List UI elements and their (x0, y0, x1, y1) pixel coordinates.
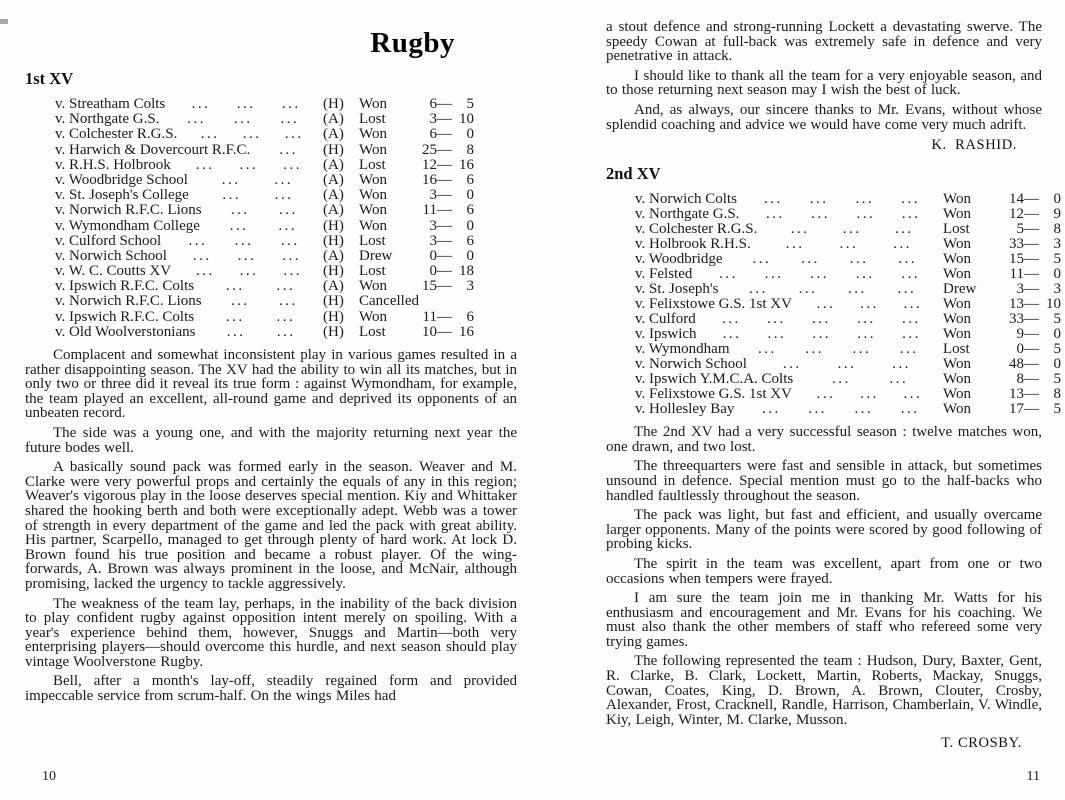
table-row (606, 236, 1061, 253)
score-against-cell: 6 (466, 308, 474, 325)
result-cell: Won (943, 356, 971, 373)
dot-leader: ... ... ... (191, 97, 301, 112)
table-row (606, 191, 1061, 208)
paragraph: The spirit in the team was excellent, apart from one or two occasions when tempers were frayed. (606, 555, 1042, 587)
table-row (606, 386, 1061, 403)
dot-leader: ... ... (225, 279, 296, 295)
score-for-cell: 3 (429, 217, 437, 234)
result-cell: Won (359, 308, 387, 325)
score-dash: — (1024, 341, 1039, 358)
results-table-2nd-xv (606, 191, 1061, 418)
dot-leader: ... ... (226, 324, 296, 340)
dot-leader: ... ... ... (196, 264, 303, 280)
opponent-cell: v. Holbrook R.H.S. (635, 236, 751, 253)
score-against-cell: 8 (1053, 221, 1061, 238)
paragraph: The weakness of the team lay, perhaps, in the inability of the back division to play confident rugby against opposition intent merely on spoiling. With a year's experience behind them, however, Snuggs and Martin—both very enterprising players—should overcome this hurdle, and next season should play vintage Woolverstone Rugby. (25, 595, 517, 670)
score-for-cell: 16 (422, 171, 437, 188)
paragraph: Complacent and somewhat inconsistent play in various games resulted in a rather disappointing season. The XV had the ability to win all its matches, but in only two or three did it reveal its true form : against Wymondham, for example, the team played an excellent, all-round game and deprived its opponents of an unbeaten record. (25, 347, 517, 422)
score-dash: — (1024, 266, 1039, 283)
result-cell: Won (943, 236, 971, 253)
venue-cell: (H) (323, 217, 344, 234)
opponent-cell: v. Culford (635, 311, 696, 328)
dot-leader: ... ... (230, 203, 298, 219)
opponent-cell: v. Woodbridge (635, 251, 723, 268)
paragraph: The 2nd XV had a very successful season : twelve matches won, one drawn, and two lost. (606, 424, 1042, 455)
score-for-cell: 15 (1009, 251, 1024, 268)
score-dash: — (437, 217, 452, 234)
table-row (25, 310, 517, 325)
table-row (25, 127, 517, 142)
score-against-cell: 3 (1053, 281, 1061, 298)
venue-cell: (A) (323, 278, 344, 295)
body-text-right-top (606, 20, 1042, 132)
score-dash: — (437, 111, 452, 128)
score-for-cell: 13 (1009, 386, 1024, 403)
score-for-cell: 6 (429, 96, 437, 112)
table-row (606, 311, 1061, 328)
score-dash: — (1024, 236, 1039, 253)
opponent-cell: v. Ipswich (635, 326, 697, 343)
dot-leader: ... ... ... (782, 357, 912, 373)
score-dash: — (1024, 386, 1039, 403)
result-cell: Won (943, 386, 971, 403)
result-cell: Won (943, 401, 971, 418)
result-cell: Won (943, 371, 971, 388)
venue-cell: (A) (323, 171, 344, 188)
paragraph: The side was a young one, and with the majority returning next year the future bodes well. (25, 424, 517, 456)
opponent-cell: v. Harwich & Dovercourt R.F.C. (55, 141, 251, 158)
opponent-cell: v. W. C. Coutts XV (55, 263, 172, 280)
table-row (25, 219, 517, 234)
venue-cell: (A) (323, 126, 344, 143)
signature-rashid: K. RASHID. (931, 137, 1017, 154)
table-row (25, 143, 517, 158)
score-against-cell: 0 (1053, 191, 1061, 208)
score-against-cell: 3 (466, 278, 474, 295)
dot-leader: ... ... ... ... ... (721, 312, 921, 328)
score-against-cell: 3 (1053, 236, 1061, 253)
opponent-cell: v. Ipswich Y.M.C.A. Colts (635, 371, 794, 388)
score-dash: — (437, 96, 452, 112)
page-title: Rugby (370, 27, 455, 59)
results-table-1st-xv (25, 97, 517, 340)
score-dash: — (1024, 281, 1039, 298)
score-for-cell: 0 (1016, 341, 1024, 358)
score-dash: — (437, 202, 452, 219)
result-cell: Lost (943, 341, 970, 358)
score-for-cell: 0 (429, 263, 437, 280)
score-dash: — (437, 308, 452, 325)
paragraph: a stout defence and strong-running Lockett a devastating swerve. The speedy Cowan at full-back was extremely safe in defence and very penetrative in attack. (606, 19, 1042, 65)
dot-leader: ... ... (221, 172, 294, 188)
section-heading-1st-xv: 1st XV (25, 69, 74, 88)
table-row (606, 371, 1061, 388)
score-for-cell: 11 (1009, 266, 1024, 283)
table-row (606, 296, 1061, 313)
table-row (606, 326, 1061, 343)
opponent-cell: v. Woodbridge School (55, 171, 188, 188)
venue-cell: (H) (323, 232, 344, 249)
result-cell: Won (359, 217, 387, 234)
venue-cell: (H) (323, 263, 344, 280)
page-number-right: 11 (1026, 769, 1040, 784)
result-cell: Won (943, 206, 971, 223)
opponent-cell: v. Streatham Colts (55, 96, 166, 112)
opponent-cell: v. Old Woolverstonians (55, 323, 196, 340)
table-row (25, 264, 517, 279)
opponent-cell: v. Hollesley Bay (635, 401, 735, 418)
score-for-cell: 48 (1009, 356, 1024, 373)
result-cell: Won (359, 126, 387, 143)
score-for-cell: 3 (429, 232, 437, 249)
score-against-cell: 16 (459, 323, 474, 340)
venue-cell: (A) (323, 202, 344, 219)
result-cell: Lost (359, 111, 386, 128)
dot-leader: ... ... (831, 372, 909, 388)
result-cell: Won (943, 266, 971, 283)
dot-leader: ... ... ... ... (761, 402, 920, 418)
score-for-cell: 8 (1016, 371, 1024, 388)
score-dash: — (437, 263, 452, 280)
dot-leader: ... ... ... (816, 297, 923, 313)
score-dash: — (1024, 356, 1039, 373)
opponent-cell: v. Colchester R.G.S. (55, 126, 178, 143)
dot-leader: ... ... ... ... (752, 252, 918, 268)
score-dash: — (437, 187, 452, 204)
dot-leader: ... ... ... (187, 112, 300, 128)
score-against-cell: 5 (1053, 311, 1061, 328)
score-dash: — (1024, 251, 1039, 268)
dot-leader: ... ... ... ... (763, 192, 920, 208)
opponent-cell: v. Colchester R.G.S. (635, 221, 758, 238)
result-cell: Won (359, 96, 387, 112)
score-for-cell: 3 (429, 187, 437, 204)
score-against-cell: 0 (466, 217, 474, 234)
dot-leader: ... ... ... ... (758, 342, 919, 358)
dot-leader: ... ... ... (785, 237, 912, 253)
score-for-cell: 12 (422, 156, 437, 173)
opponent-cell: v. Felsted (635, 266, 693, 283)
result-cell: Won (359, 278, 387, 295)
paragraph: A basically sound pack was formed early in the season. Weaver and M. Clarke were very powerful props and certainly the equals of any in this region; Weaver's vigorous play in the loose deserves special mention. Kiy and Whittaker shared the hooking berth and both were exceptionally adept. Webb was a tower of strength in every department of the game and led the pack with great ability. His partner, Scarpello, managed to get through plenty of hard work. At lock D. Brown found his true position and became a robust player. Of the wing-forwards, A. Brown was always prominent in the loose, and McNair, although promising, lacked the urgency to tackle aggressively. (25, 459, 517, 592)
score-against-cell: 0 (466, 126, 474, 143)
result-cell: Won (359, 187, 387, 204)
score-dash: — (437, 247, 452, 264)
score-dash: — (437, 323, 452, 340)
score-against-cell: 5 (1053, 401, 1061, 418)
score-for-cell: 25 (422, 141, 437, 158)
dot-leader: ... ... ... (188, 233, 300, 249)
dot-leader: ... ... ... ... ... (719, 267, 921, 283)
score-against-cell: 6 (466, 171, 474, 188)
table-row (25, 158, 517, 173)
opponent-cell: v. R.H.S. Holbrook (55, 156, 171, 173)
opponent-cell: v. Norwich R.F.C. Lions (55, 293, 202, 310)
score-against-cell: 0 (466, 187, 474, 204)
table-row (606, 221, 1061, 238)
score-dash: — (1024, 401, 1039, 418)
opponent-cell: v. Ipswich R.F.C. Colts (55, 308, 195, 325)
result-cell: Lost (359, 232, 386, 249)
result-cell: Won (943, 191, 971, 208)
venue-cell: (H) (323, 96, 344, 112)
result-cell: Lost (359, 263, 386, 280)
dot-leader: ... ... ... (790, 222, 914, 238)
score-dash: — (1024, 296, 1039, 313)
score-against-cell: 0 (466, 247, 474, 264)
score-dash: — (437, 141, 452, 158)
score-for-cell: 13 (1009, 296, 1024, 313)
score-against-cell: 6 (466, 202, 474, 219)
venue-cell: (H) (323, 141, 344, 158)
dot-leader: ... ... (229, 218, 298, 234)
result-cell: Won (943, 326, 971, 343)
table-row (25, 249, 517, 264)
opponent-cell: v. Norwich R.F.C. Lions (55, 202, 202, 219)
paragraph: The pack was light, but fast and efficient, and usually overcame larger opponents. Many of the points were scored by good following of probing kicks. (606, 507, 1042, 553)
table-row (606, 266, 1061, 283)
opponent-cell: v. Felixstowe G.S. 1st XV (635, 296, 792, 313)
result-cell: Cancelled (359, 293, 419, 310)
opponent-cell: v. St. Joseph's College (55, 187, 189, 204)
score-against-cell: 8 (1053, 386, 1061, 403)
table-row (606, 401, 1061, 418)
score-for-cell: 17 (1009, 401, 1024, 418)
paragraph: Bell, after a month's lay-off, steadily regained form and provided impeccable service from scrum-half. On the wings Miles had (25, 673, 517, 705)
score-against-cell: 5 (1053, 341, 1061, 358)
opponent-cell: v. Norwich School (635, 356, 747, 373)
venue-cell: (A) (323, 187, 344, 204)
result-cell: Won (943, 296, 971, 313)
paragraph: I should like to thank all the team for a very enjoyable season, and to those returning next season may I wish the best of luck. (606, 67, 1042, 99)
paragraph: The following represented the team : Hudson, Dury, Baxter, Gent, R. Clarke, B. Clark, Lockett, Martin, Roberts, Mackay, Snuggs, Cowan, Coates, King, D. Brown, A. Brown, Clouter, Crosby, Alexander, Frost, Cracknell, Randle, Harrison, Chamberlain, V. Windle, Kiy, Leigh, Winter, M. Clarke, Musson. (606, 653, 1042, 728)
result-cell: Lost (359, 156, 386, 173)
score-for-cell: 33 (1009, 311, 1024, 328)
body-text-right-bottom (606, 425, 1042, 727)
score-for-cell: 15 (422, 278, 437, 295)
venue-cell: (H) (323, 308, 344, 325)
score-dash: — (437, 278, 452, 295)
dot-leader: ... (279, 142, 299, 158)
body-text-left (25, 348, 517, 704)
score-for-cell: 5 (1016, 221, 1024, 238)
table-row (25, 112, 517, 127)
score-against-cell: 9 (1053, 206, 1061, 223)
table-row (25, 203, 517, 218)
page-left (0, 0, 530, 800)
score-dash: — (1024, 371, 1039, 388)
opponent-cell: v. Culford School (55, 232, 162, 249)
opponent-cell: v. Wymondham (635, 341, 730, 358)
opponent-cell: v. Norwich School (55, 247, 167, 264)
dot-leader: ... ... (225, 309, 296, 325)
dot-leader: ... ... (230, 294, 298, 310)
table-row (25, 294, 517, 309)
score-dash: — (1024, 191, 1039, 208)
score-against-cell: 6 (466, 232, 474, 249)
venue-cell: (H) (323, 323, 344, 340)
score-dash: — (437, 171, 452, 188)
table-row (606, 251, 1061, 268)
venue-cell: (A) (323, 156, 344, 173)
score-for-cell: 3 (1016, 281, 1024, 298)
score-dash: — (437, 232, 452, 249)
score-for-cell: 0 (429, 247, 437, 264)
score-for-cell: 12 (1009, 206, 1024, 223)
table-row (25, 234, 517, 249)
dot-leader: ... ... ... (816, 387, 923, 403)
score-dash: — (1024, 311, 1039, 328)
score-against-cell: 10 (1046, 296, 1061, 313)
paragraph: I am sure the team join me in thanking Mr. Watts for his enthusiasm and encouragement and Mr. Evans for his coaching. We must also thank the other members of staff who refereed some very trying games. (606, 590, 1042, 650)
result-cell: Drew (943, 281, 977, 298)
table-row (25, 173, 517, 188)
score-for-cell: 11 (422, 202, 437, 219)
opponent-cell: v. St. Joseph's (635, 281, 719, 298)
opponent-cell: v. Norwich Colts (635, 191, 737, 208)
table-row (606, 341, 1061, 358)
result-cell: Won (943, 251, 971, 268)
table-row (606, 281, 1061, 298)
page-right (530, 0, 1065, 800)
score-for-cell: 14 (1009, 191, 1024, 208)
score-for-cell: 11 (422, 308, 437, 325)
table-row (25, 325, 517, 340)
score-for-cell: 6 (429, 126, 437, 143)
score-dash: — (1024, 221, 1039, 238)
dot-leader: ... ... (222, 188, 294, 204)
score-against-cell: 5 (466, 96, 474, 112)
opponent-cell: v. Ipswich R.F.C. Colts (55, 278, 195, 295)
venue-cell: (A) (323, 247, 344, 264)
venue-cell: (A) (323, 111, 344, 128)
result-cell: Won (943, 311, 971, 328)
score-against-cell: 10 (459, 111, 474, 128)
score-for-cell: 3 (429, 111, 437, 128)
score-dash: — (1024, 206, 1039, 223)
result-cell: Won (359, 202, 387, 219)
opponent-cell: v. Northgate G.S. (55, 111, 160, 128)
opponent-cell: v. Wymondham College (55, 217, 200, 234)
score-for-cell: 33 (1009, 236, 1024, 253)
table-row (606, 356, 1061, 373)
score-dash: — (437, 126, 452, 143)
score-against-cell: 18 (459, 263, 474, 280)
result-cell: Drew (359, 247, 393, 264)
score-against-cell: 0 (1053, 266, 1061, 283)
opponent-cell: v. Northgate G.S. (635, 206, 740, 223)
page-number-left: 10 (42, 769, 56, 784)
score-for-cell: 10 (422, 323, 437, 340)
table-row (25, 97, 517, 112)
score-dash: — (437, 156, 452, 173)
result-cell: Won (359, 171, 387, 188)
table-row (25, 279, 517, 294)
score-against-cell: 0 (1053, 356, 1061, 373)
score-dash: — (1024, 326, 1039, 343)
paragraph: And, as always, our sincere thanks to Mr. Evans, without whose splendid coaching and advice we would have come very much adrift. (606, 101, 1042, 133)
dot-leader: ... ... ... ... (765, 207, 921, 223)
dot-leader: ... ... ... (195, 157, 302, 173)
result-cell: Lost (943, 221, 970, 238)
result-cell: Lost (359, 323, 386, 340)
dot-leader: ... ... ... ... (749, 282, 917, 298)
score-against-cell: 16 (459, 156, 474, 173)
score-against-cell: 5 (1053, 371, 1061, 388)
venue-cell: (H) (323, 293, 344, 310)
signature-crosby: T. CROSBY. (941, 735, 1022, 752)
section-heading-2nd-xv: 2nd XV (606, 164, 661, 184)
result-cell: Won (359, 141, 387, 158)
dot-leader: ... ... ... ... ... (722, 327, 921, 343)
dot-leader: ... ... ... (200, 127, 304, 143)
opponent-cell: v. Felixstowe G.S. 1st XV (635, 386, 792, 403)
table-row (606, 206, 1061, 223)
score-against-cell: 8 (466, 141, 474, 158)
paragraph: The threequarters were fast and sensible in attack, but sometimes unsound in defence. Special mention must go to the half-backs who handled faultlessly throughout the season. (606, 458, 1042, 504)
dot-leader: ... ... ... (192, 248, 302, 264)
score-against-cell: 5 (1053, 251, 1061, 268)
table-row (25, 188, 517, 203)
score-against-cell: 0 (1053, 326, 1061, 343)
score-for-cell: 9 (1016, 326, 1024, 343)
